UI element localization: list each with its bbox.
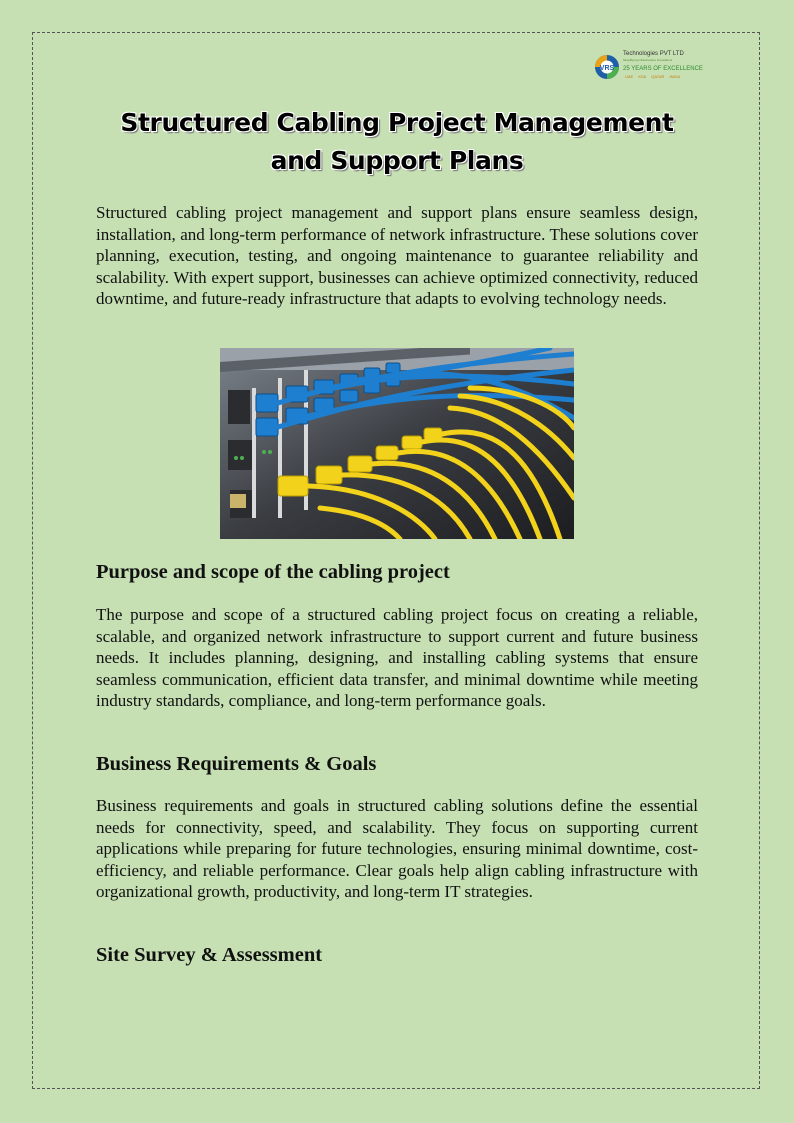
logo-mark-text: VRS bbox=[599, 65, 615, 72]
company-logo bbox=[592, 50, 702, 84]
page-title bbox=[96, 104, 698, 180]
intro-paragraph: Structured cabling project management and support plans ensure seamless design, installation, and long-term performance of network infrastructure. These solutions cover planning, execution, testing, and ongoing maintenance to guarantee reliability and scalability. With expert support, businesses can achieve optimized connectivity, reduced downtime, and future-ready infrastructure that adapts to evolving technology needs. bbox=[96, 203, 698, 308]
logo-company-name: Technologies PVT LTD bbox=[623, 51, 684, 57]
section-body-business-requirements: Business requirements and goals in structured cabling solutions define the essential needs for connectivity, speed, and scalability. They focus on supporting current applications while preparing for future technologies, ensuring minimal downtime, cost-efficiency, and reliable performance. Clear goals help align cabling infrastructure with organizational growth, productivity, and long-term IT strategies. bbox=[96, 796, 698, 901]
logo-years: 25 YEARS OF EXCELLENCE bbox=[623, 66, 703, 72]
section-heading-purpose: Purpose and scope of the cabling project bbox=[96, 561, 450, 583]
section-heading-business-requirements: Business Requirements & Goals bbox=[96, 753, 377, 775]
patch-panel-illustration bbox=[220, 348, 574, 539]
vrs-logo-icon bbox=[592, 52, 622, 82]
title-line-2: and Support Plans bbox=[270, 146, 524, 175]
logo-tagline: Simplifying Infrastructure Innovations bbox=[623, 58, 673, 62]
title-line-1: Structured Cabling Project Management bbox=[120, 108, 674, 137]
section-heading-site-survey: Site Survey & Assessment bbox=[96, 944, 323, 966]
network-cables-photo bbox=[220, 348, 574, 539]
logo-countries: UAE KSA QATAR INDIA bbox=[625, 74, 681, 79]
section-body-purpose: The purpose and scope of a structured cabling project focus on creating a reliable, scalable, and organized network infrastructure to support current and future business needs. It includes planning, designing, and installing cabling systems that ensure seamless communication, efficient data transfer, and minimal downtime while meeting industry standards, compliance, and long-term performance goals. bbox=[96, 605, 698, 710]
